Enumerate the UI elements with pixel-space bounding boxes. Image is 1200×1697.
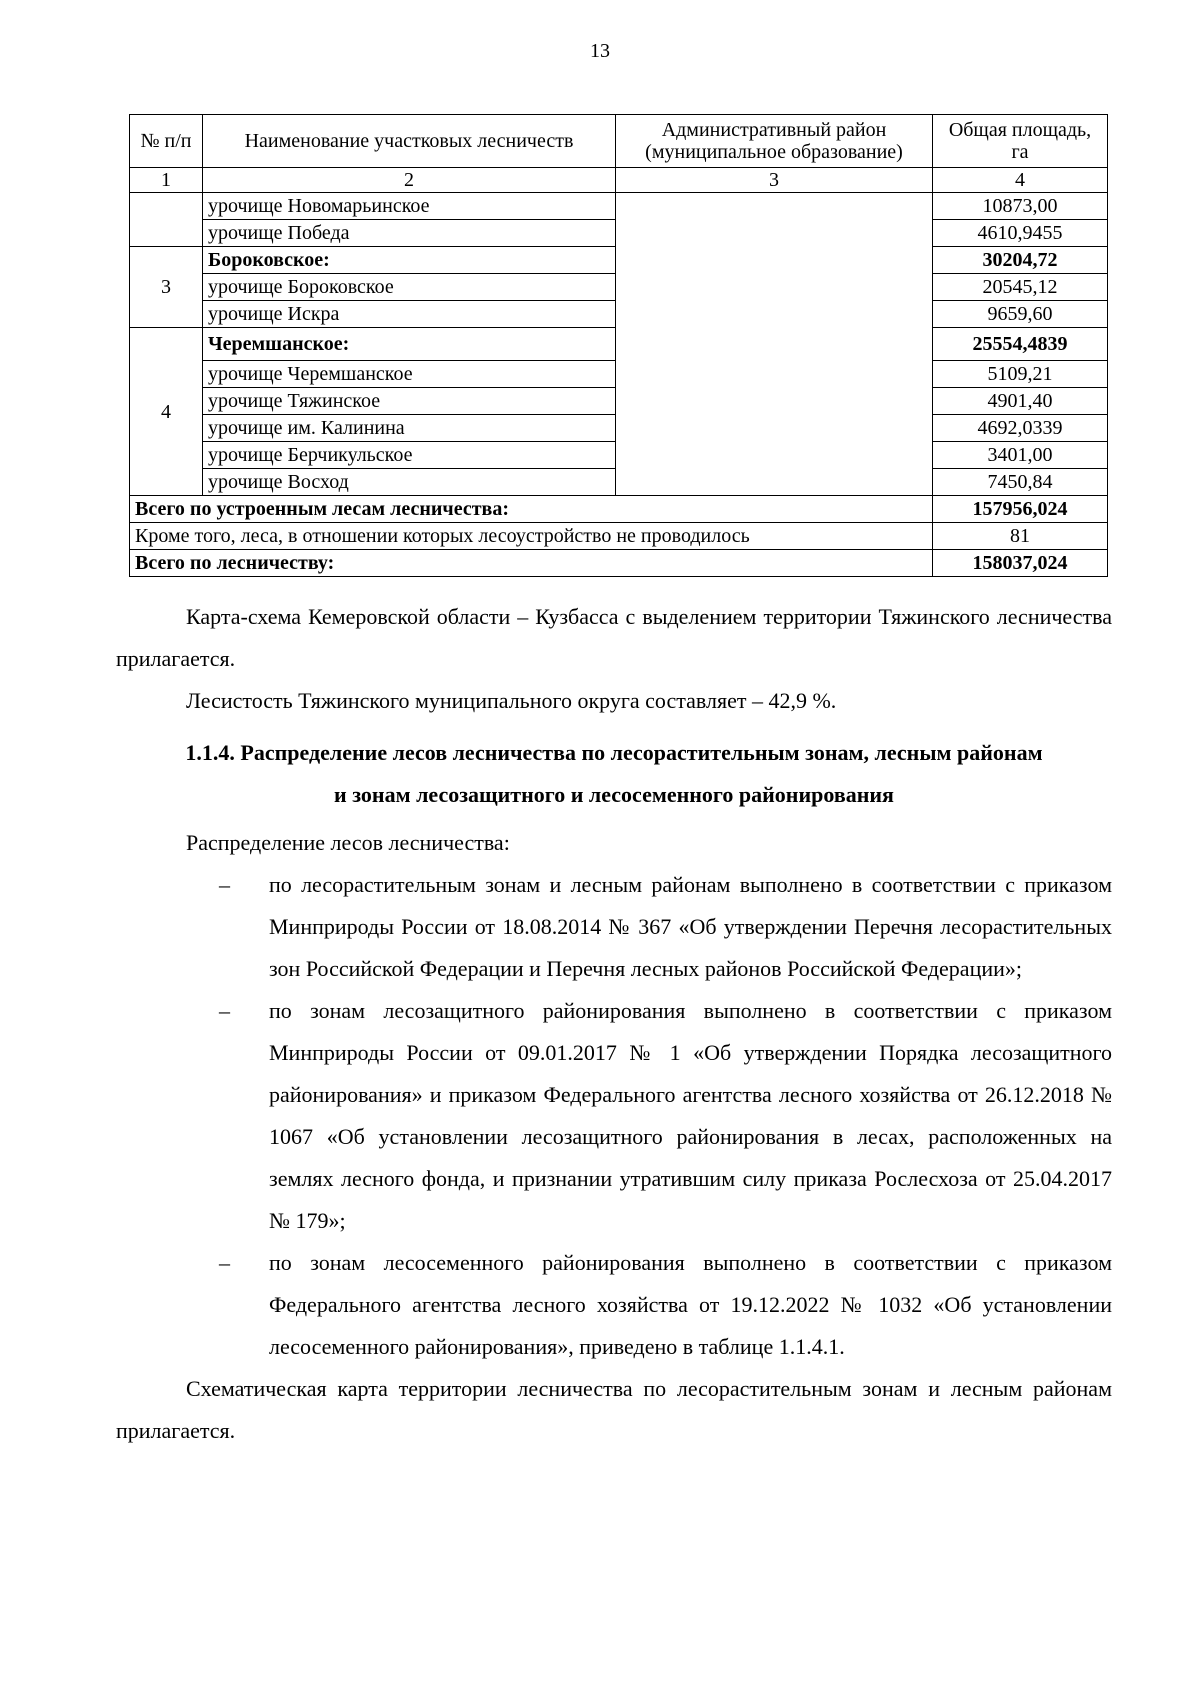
list-item bbox=[116, 1242, 1112, 1368]
list-item-text: по зонам лесозащитного районирования выполнено в соответствии с приказом Минприроды России от 09.01.2017 № 1 «Об утверждении Порядка лесозащитного районирования» и приказом Федерального агентства лесного хозяйства от 26.12.2018 № 1067 «Об установлении лесозащитного районирования в лесах, расположенных на землях лесного фонда, и признании утратившим силу приказа Рослесхоза от 25.04.2017 № 179»; bbox=[269, 998, 1112, 1233]
not-arranged-row bbox=[130, 523, 1108, 550]
column-number: 2 bbox=[203, 168, 616, 193]
not-arranged-label: Кроме того, леса, в отношении которых лесоустройство не проводилось bbox=[130, 523, 933, 550]
tract-name: урочище им. Калинина bbox=[203, 415, 616, 442]
total-arranged-row bbox=[130, 496, 1108, 523]
page-number: 13 bbox=[590, 40, 610, 62]
bullet-dash: – bbox=[219, 1250, 230, 1275]
section-heading-line2: и зонам лесозащитного и лесосеменного районирования bbox=[334, 782, 894, 807]
total-area: 158037,024 bbox=[933, 550, 1108, 577]
table-header-row bbox=[130, 115, 1108, 168]
column-number-row bbox=[130, 168, 1108, 193]
tract-name: урочище Искра bbox=[203, 301, 616, 328]
table-row bbox=[130, 193, 1108, 220]
header-district: Административный район (муниципальное образование) bbox=[616, 115, 933, 168]
bullet-dash: – bbox=[219, 998, 230, 1023]
tract-area: 7450,84 bbox=[933, 469, 1108, 496]
forestry-area: 25554,4839 bbox=[933, 328, 1108, 361]
forestry-area: 30204,72 bbox=[933, 247, 1108, 274]
body-text bbox=[116, 596, 1112, 1452]
paragraph-map-scheme: Карта-схема Кемеровской области – Кузбасса с выделением территории Тяжинского лесничества прилагается. bbox=[116, 604, 1112, 671]
list-item-text: по лесорастительным зонам и лесным районам выполнено в соответствии с приказом Минприроды России от 18.08.2014 № 367 «Об утверждении Перечня лесорастительных зон Российской Федерации и Перечня лесных районов Российской Федерации»; bbox=[269, 872, 1112, 981]
paragraph-distribution: Распределение лесов лесничества: bbox=[186, 830, 510, 855]
forestry-name: Бороковское: bbox=[203, 247, 616, 274]
column-number: 1 bbox=[130, 168, 203, 193]
tract-area: 4901,40 bbox=[933, 388, 1108, 415]
column-number: 3 bbox=[616, 168, 933, 193]
tract-name: урочище Новомарьинское bbox=[203, 193, 616, 220]
tract-name: урочище Черемшанское bbox=[203, 361, 616, 388]
total-row bbox=[130, 550, 1108, 577]
header-number: № п/п bbox=[130, 115, 203, 168]
not-arranged-area: 81 bbox=[933, 523, 1108, 550]
tract-area: 4610,9455 bbox=[933, 220, 1108, 247]
forestry-name: Черемшанское: bbox=[203, 328, 616, 361]
total-arranged-label: Всего по устроенным лесам лесничества: bbox=[130, 496, 933, 523]
tract-area: 4692,0339 bbox=[933, 415, 1108, 442]
tract-name: урочище Восход bbox=[203, 469, 616, 496]
tract-name: урочище Победа bbox=[203, 220, 616, 247]
row-number-cell: 3 bbox=[130, 247, 203, 328]
tract-name: урочище Берчикульское bbox=[203, 442, 616, 469]
column-number: 4 bbox=[933, 168, 1108, 193]
paragraph-forest-cover: Лесистость Тяжинского муниципального округа составляет – 42,9 %. bbox=[186, 688, 837, 713]
forestry-area-table bbox=[129, 114, 1108, 577]
total-label: Всего по лесничеству: bbox=[130, 550, 933, 577]
list-item bbox=[116, 864, 1112, 990]
tract-area: 5109,21 bbox=[933, 361, 1108, 388]
bullet-dash: – bbox=[219, 872, 230, 897]
tract-area: 10873,00 bbox=[933, 193, 1108, 220]
tract-area: 3401,00 bbox=[933, 442, 1108, 469]
section-heading-line1: 1.1.4. Распределение лесов лесничества по лесорастительным зонам, лесным районам bbox=[185, 740, 1043, 765]
list-item-text: по зонам лесосеменного районирования выполнено в соответствии с приказом Федерального агентства лесного хозяйства от 19.12.2022 № 1032 «Об установлении лесосеменного районирования», приведено в таблице 1.1.4.1. bbox=[269, 1250, 1112, 1359]
paragraph-schematic-map: Схематическая карта территории лесничества по лесорастительным зонам и лесным районам прилагается. bbox=[116, 1376, 1112, 1443]
header-forestry-name: Наименование участковых лесничеств bbox=[203, 115, 616, 168]
tract-area: 20545,12 bbox=[933, 274, 1108, 301]
tract-name: урочище Тяжинское bbox=[203, 388, 616, 415]
district-cell bbox=[616, 193, 933, 496]
row-number-cell: 4 bbox=[130, 328, 203, 496]
list-item bbox=[116, 990, 1112, 1242]
tract-name: урочище Бороковское bbox=[203, 274, 616, 301]
header-area: Общая площадь, га bbox=[933, 115, 1108, 168]
tract-area: 9659,60 bbox=[933, 301, 1108, 328]
row-number-cell bbox=[130, 193, 203, 247]
total-arranged-area: 157956,024 bbox=[933, 496, 1108, 523]
